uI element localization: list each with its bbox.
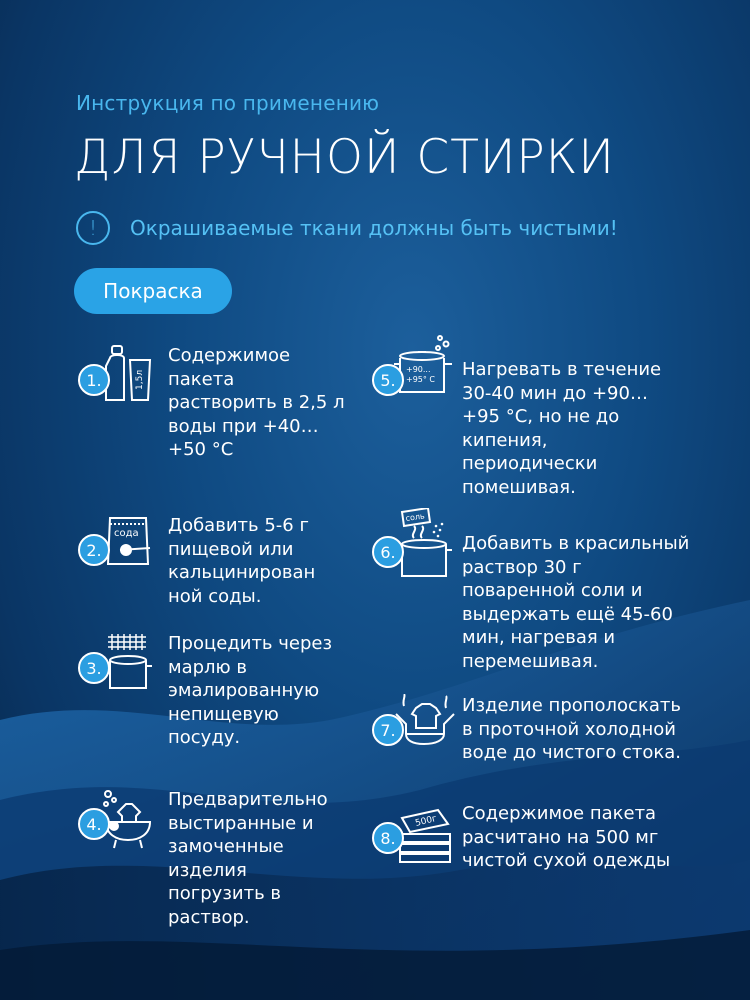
step-number: 1. <box>78 364 110 396</box>
step-text: Нагревать в течение 30-40 мин до +90… +95 °С, но не до кипения, периодически помешивая. <box>462 359 662 498</box>
step-number: 2. <box>78 534 110 566</box>
step-text: Изделие прополоскать в проточной холодной воде до чистого стока. <box>462 695 681 763</box>
step-6 <box>372 508 689 673</box>
step-8 <box>372 802 670 874</box>
step-number: 5. <box>372 364 404 396</box>
step-7 <box>372 694 681 766</box>
step-text: Содержимое пакета расчитано на 500 мг чистой сухой одежды <box>462 803 671 871</box>
svg-text:500г: 500г <box>414 813 438 829</box>
step-number: 8. <box>372 822 404 854</box>
svg-text:сода: сода <box>114 528 139 539</box>
step-text: Процедить через марлю в эмалированную непищевую посуду. <box>168 633 333 748</box>
exclamation-icon: ! <box>76 211 110 245</box>
rinse-basin-icon <box>394 694 456 754</box>
step-text: Предварительно выстиранные и замоченные изделия погрузить в раствор. <box>168 789 328 928</box>
step-text: Добавить 5-6 г пищевой или кальцинирован ной соды. <box>168 515 316 607</box>
step-number: 7. <box>372 714 404 746</box>
step-4 <box>78 788 328 929</box>
svg-text:+95° C: +95° C <box>406 375 436 384</box>
section-label-dyeing: Покраска <box>74 268 232 314</box>
svg-text:соль: соль <box>405 511 426 523</box>
soda-pack-icon <box>100 514 156 570</box>
warning-note <box>76 208 618 248</box>
salt-pot-icon <box>394 508 456 580</box>
step-2 <box>78 514 315 608</box>
step-number: 4. <box>78 808 110 840</box>
step-text: Содержимое пакета растворить в 2,5 л воды при +40… +50 °С <box>168 345 345 460</box>
step-text: Добавить в красильный раствор 30 г поваренной соли и выдержать ещё 45-60 мин, нагревая и перемешивая. <box>462 533 690 672</box>
step-number: 6. <box>372 536 404 568</box>
svg-text:1,5л: 1,5л <box>135 369 145 390</box>
step-1 <box>78 344 345 462</box>
boiling-pot-icon <box>394 334 456 404</box>
page-title: ДЛЯ РУЧНОЙ СТИРКИ <box>74 130 615 185</box>
step-3 <box>78 632 332 750</box>
warning-text: Окрашиваемые ткани должны быть чистыми! <box>130 216 618 240</box>
step-5 <box>372 334 661 499</box>
subtitle: Инструкция по применению <box>76 91 380 115</box>
step-number: 3. <box>78 652 110 684</box>
svg-text:+90...: +90... <box>406 365 431 374</box>
